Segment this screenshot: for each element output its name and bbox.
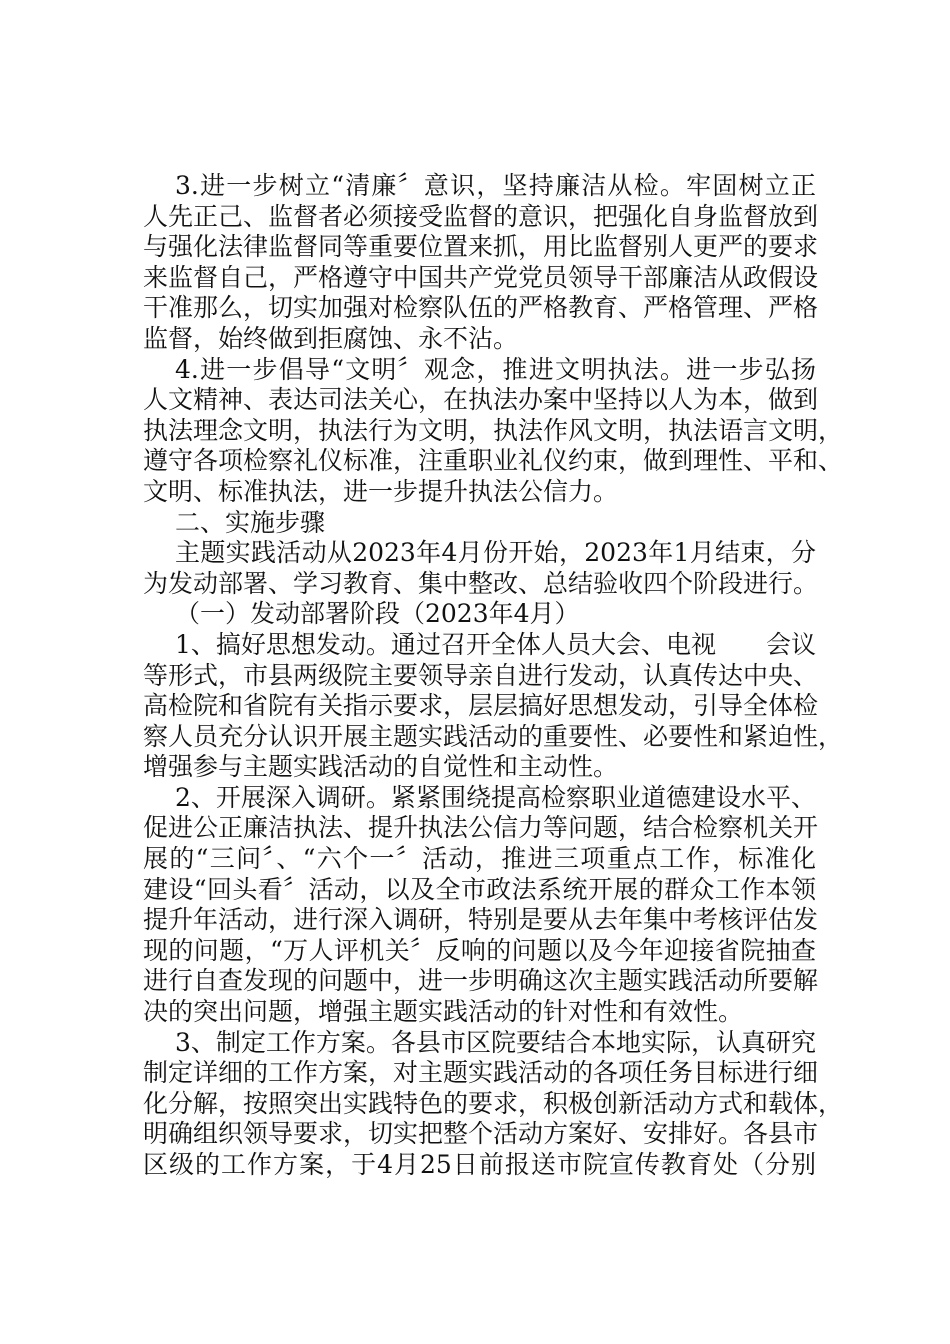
- text-line: 人先正己、监督者必须接受监督的意识，把强化自身监督放到: [143, 201, 819, 231]
- text-line: 建设“回头看〞活动，以及全市政法系统开展的群众工作本领: [143, 874, 816, 904]
- text-line: 监督，始终做到拒腐蚀、永不沾。: [143, 323, 519, 353]
- text-line: 化分解，按照突出实践特色的要求，积极创新活动方式和载体，: [143, 1088, 844, 1118]
- text-line: 执法理念文明，执法行为文明，执法作风文明，执法语言文明，: [143, 415, 844, 445]
- text-line: 文明、标准执法，进一步提升执法公信力。: [143, 476, 619, 506]
- text-line: 为发动部署、学习教育、集中整改、总结验收四个阶段进行。: [143, 568, 819, 598]
- text-line: 主题实践活动从2023年4月份开始，2023年1月结束，分: [175, 538, 816, 568]
- text-line: 4.进一步倡导“文明〞观念，推进文明执法。进一步弘扬: [175, 354, 816, 384]
- text-line: 1、搞好思想发动。通过召开全体人员大会、电视 会议: [175, 629, 816, 659]
- text-line: 进行自查发现的问题中，进一步明确这次主题实践活动所要解: [143, 966, 819, 996]
- text-line: 察人员充分认识开展主题实践活动的重要性、必要性和紧迫性，: [143, 721, 844, 751]
- text-line: 遵守各项检察礼仪标准，注重职业礼仪约束，做到理性、平和、: [143, 446, 844, 476]
- text-line: 干准那么，切实加强对检察队伍的严格教育、严格管理、严格: [143, 293, 819, 323]
- text-line: 高检院和省院有关指示要求，层层搞好思想发动，引导全体检: [143, 691, 819, 721]
- text-line: 来监督自己，严格遵守中国共产党党员领导干部廉洁从政假设: [143, 262, 819, 292]
- text-line: 明确组织领导要求，切实把整个活动方案好、安排好。各县市: [143, 1119, 819, 1149]
- text-line: 人文精神、表达司法关心，在执法办案中坚持以人为本，做到: [143, 385, 819, 415]
- text-line: （一）发动部署阶段（2023年4月）: [175, 599, 580, 629]
- text-line: 增强参与主题实践活动的自觉性和主动性。: [143, 752, 619, 782]
- text-line: 3、制定工作方案。各县市区院要结合本地实际，认真研究: [175, 1027, 816, 1057]
- text-line: 展的“三问〞、“六个一〞活动，推进三项重点工作，标准化: [143, 844, 816, 874]
- text-line: 提升年活动，进行深入调研，特别是要从去年集中考核评估发: [143, 905, 819, 935]
- text-line: 促进公正廉洁执法、提升执法公信力等问题，结合检察机关开: [143, 813, 819, 843]
- text-line: 二、实施步骤: [175, 507, 326, 537]
- text-line: 决的突出问题，增强主题实践活动的针对性和有效性。: [143, 997, 744, 1027]
- document-body: [143, 171, 844, 1181]
- text-line: 区级的工作方案，于4月25日前报送市院宣传教育处（分别: [143, 1150, 816, 1179]
- text-line: 2、开展深入调研。紧紧围绕提高检察职业道德建设水平、: [175, 782, 816, 812]
- text-line: 制定详细的工作方案，对主题实践活动的各项任务目标进行细: [143, 1058, 819, 1088]
- text-line: 3.进一步树立“清廉〞意识，坚持廉洁从检。牢固树立正: [175, 171, 816, 200]
- text-line: 等形式，市县两级院主要领导亲自进行发动，认真传达中央、: [143, 660, 819, 690]
- text-line: 与强化法律监督同等重要位置来抓，用比监督别人更严的要求: [143, 232, 819, 262]
- text-line: 现的问题，“万人评机关〞反响的问题以及今年迎接省院抽查: [143, 935, 816, 965]
